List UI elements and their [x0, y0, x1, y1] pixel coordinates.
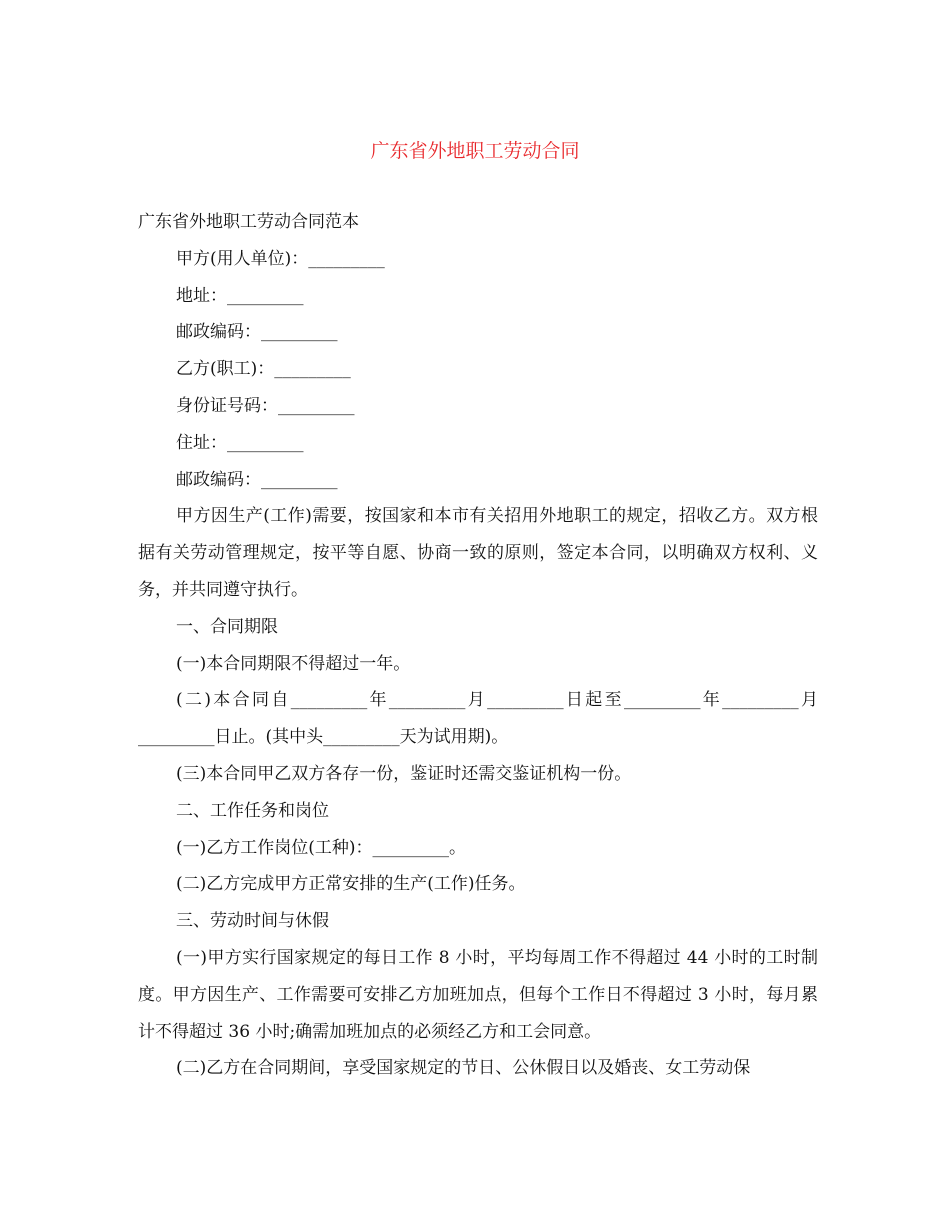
preamble-paragraph: 甲方因生产(工作)需要，按国家和本市有关招用外地职工的规定，招收乙方。双方根据有关劳动管理规定，按平等自愿、协商一致的原则，签定本合同，以明确双方权利、义务，并共同遵守执行。	[138, 506, 818, 600]
clause-paragraph: (一)本合同期限不得超过一年。	[176, 653, 411, 674]
subtitle: 广东省外地职工劳动合同范本	[138, 212, 359, 232]
field-address: 地址：_________	[176, 285, 304, 306]
document-title: 广东省外地职工劳动合同	[370, 140, 580, 162]
field-party-b: 乙方(职工)：_________	[176, 359, 351, 380]
section-heading: 三、劳动时间与休假	[176, 911, 329, 932]
clause-paragraph: (二)本合同自_________年_________月_________日起至_________年_________月_________日止。(其中头_________天为试用期)。	[138, 690, 818, 748]
field-residence: 住址：_________	[176, 432, 304, 453]
section-heading: 一、合同期限	[176, 616, 278, 637]
section-heading: 二、工作任务和岗位	[176, 800, 329, 821]
clause-paragraph: (二)乙方在合同期间，享受国家规定的节日、公休假日以及婚丧、女工劳动保	[176, 1058, 751, 1079]
field-postcode-a: 邮政编码：_________	[176, 322, 338, 343]
field-postcode-b: 邮政编码：_________	[176, 469, 338, 490]
clause-paragraph: (二)乙方完成甲方正常安排的生产(工作)任务。	[176, 874, 526, 895]
clause-paragraph: (三)本合同甲乙双方各存一份，鉴证时还需交鉴证机构一份。	[176, 763, 632, 784]
clause-paragraph: (一)甲方实行国家规定的每日工作 8 小时，平均每周工作不得超过 44 小时的工时制度。甲方因生产、工作需要可安排乙方加班加点，但每个工作日不得超过 3 小时，每月累计不得超过 36 小时;确需加班加点的必须经乙方和工会同意。	[138, 947, 818, 1042]
document-body	[138, 204, 818, 1087]
field-id-number: 身份证号码：_________	[176, 395, 355, 416]
field-party-a: 甲方(用人单位)：_________	[176, 248, 385, 269]
clause-paragraph: (一)乙方工作岗位(工种)：_________。	[176, 837, 467, 858]
